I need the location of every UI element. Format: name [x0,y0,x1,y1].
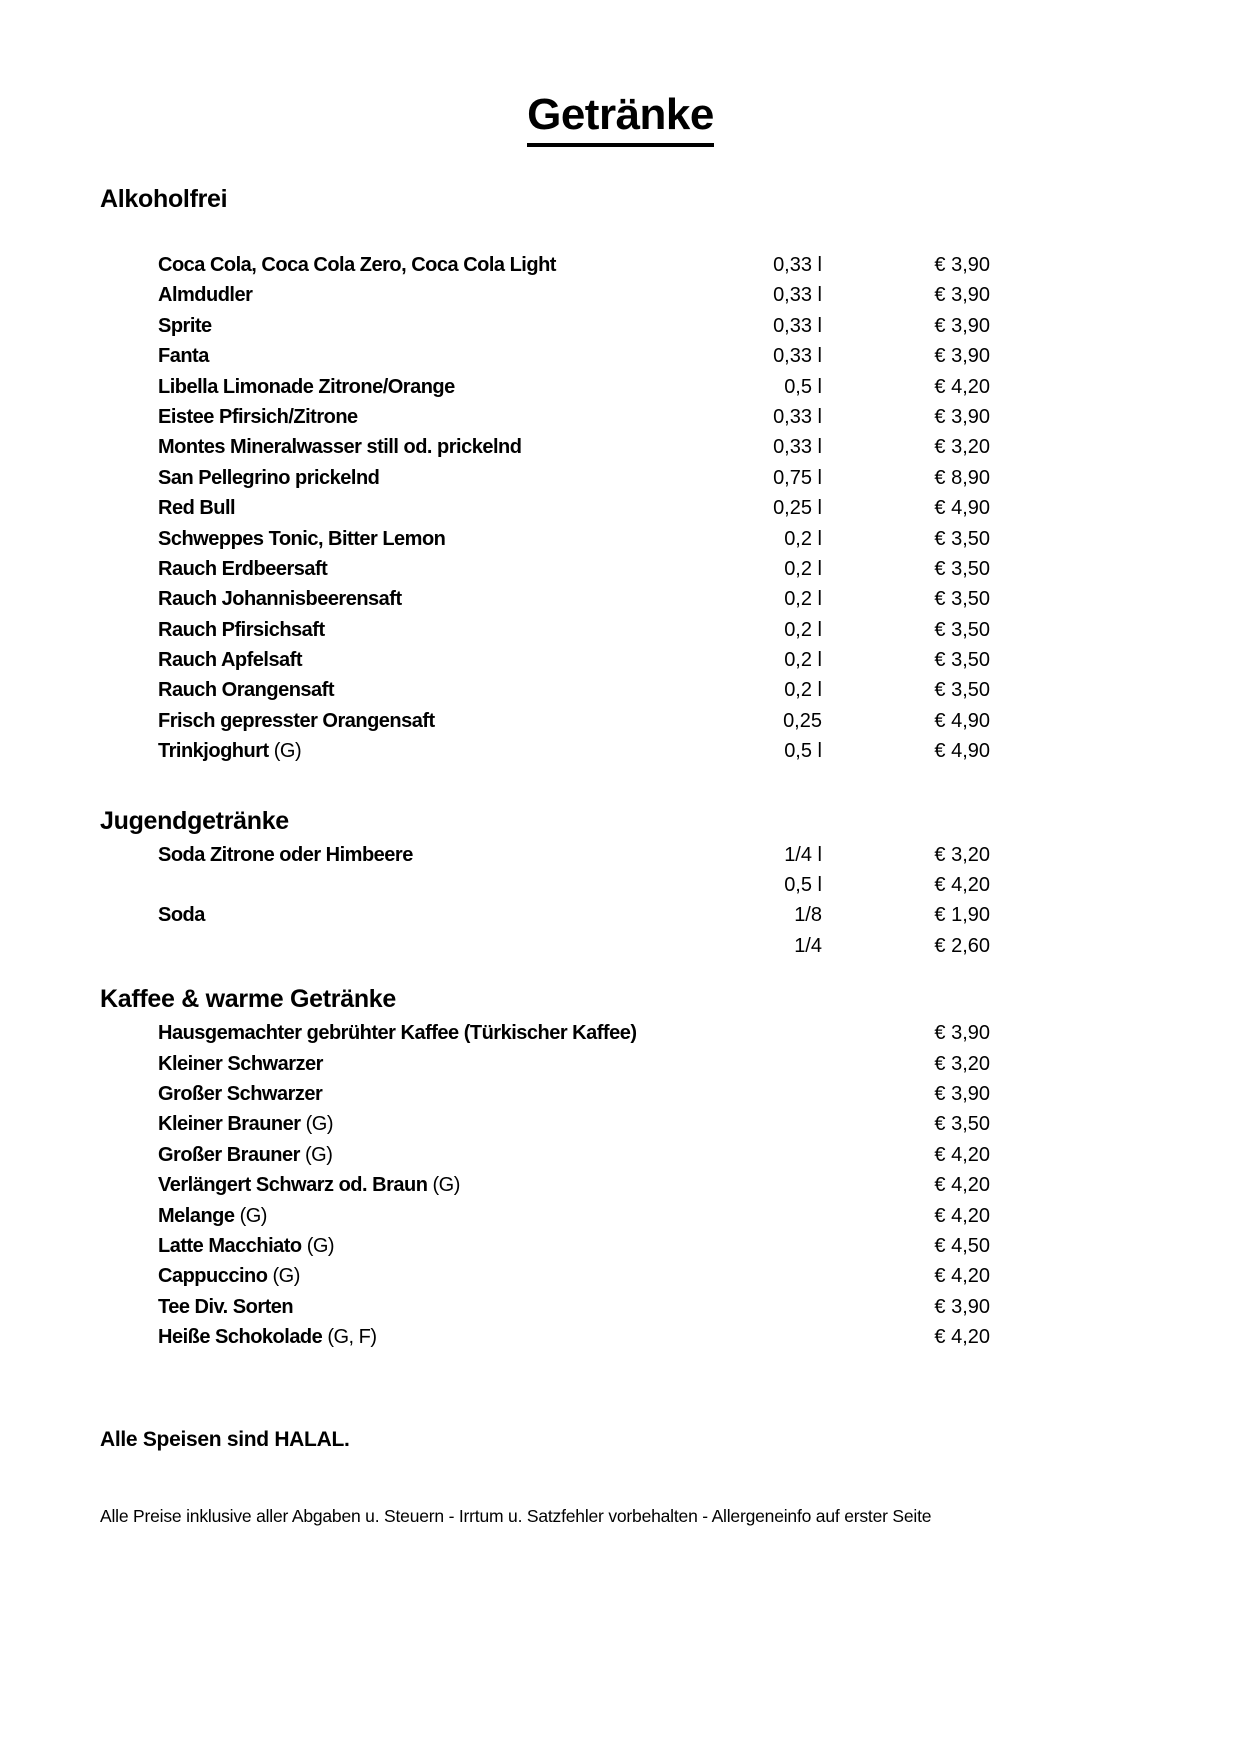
item-list [100,1022,990,1356]
menu-item-row [158,376,990,406]
item-size: 0,2 l [784,557,822,580]
item-name-text: Coca Cola, Coca Cola Zero, Coca Cola Light [158,254,556,276]
item-price: € 4,20 [934,874,990,897]
item-size: 0,2 l [784,618,822,641]
item-price: € 3,90 [934,405,990,428]
item-price: € 4,20 [934,1204,990,1227]
item-price: € 3,50 [934,527,990,550]
item-name-text: Almdudler [158,284,253,307]
item-name-text: Fanta [158,345,209,368]
item-price: € 3,50 [934,557,990,580]
item-list [100,844,990,966]
item-allergen-code: (G, F) [322,1326,377,1349]
item-size: 1/4 l [784,843,822,866]
item-price: € 3,90 [934,284,990,307]
menu-item-row [158,1113,990,1143]
item-name-text: Libella Limonade Zitrone/Orange [158,375,455,398]
menu-item-row [158,874,990,904]
item-name-text: Montes Mineralwasser still od. prickelnd [158,436,522,459]
item-name [158,1022,707,1045]
menu-item-row [158,740,990,770]
item-price: € 3,90 [934,314,990,337]
item-price: € 3,90 [934,1295,990,1318]
item-price: € 3,90 [934,345,990,368]
menu-item-row [158,844,990,874]
item-allergen-code: (G) [267,1265,300,1288]
item-price: € 3,50 [934,679,990,702]
menu-item-row [158,345,990,375]
item-name-text: Rauch Erdbeersaft [158,557,328,580]
item-name [158,649,707,672]
item-name [158,904,707,927]
menu-item-row [158,649,990,679]
item-name [158,1265,707,1288]
menu-item-row [158,467,990,497]
menu-item-row [158,588,990,618]
section-heading: Alkoholfrei [100,185,228,213]
menu-item-row [158,497,990,527]
item-name-text: Melange [158,1204,235,1227]
item-name [158,1113,707,1136]
item-name-text: Rauch Apfelsaft [158,649,303,672]
item-price: € 4,90 [934,709,990,732]
item-name-text: San Pellegrino prickelnd [158,466,380,489]
item-name-text: Soda [158,904,205,927]
menu-item-row [158,904,990,934]
page-title-text: Getränke [527,90,714,147]
item-list [100,254,990,771]
item-name-text: Rauch Pfirsichsaft [158,618,325,641]
item-name [158,315,707,338]
item-size: 0,75 l [773,466,822,489]
item-name-text: Verlängert Schwarz od. Braun [158,1174,428,1197]
item-size: 1/4 [794,934,822,957]
item-price: € 4,20 [934,1265,990,1288]
item-price: € 3,90 [934,254,990,276]
item-name [158,844,707,867]
item-name-text: Red Bull [158,497,236,520]
menu-item-row [158,254,990,284]
menu-item-row [158,1235,990,1265]
item-size: 0,33 l [773,405,822,428]
menu-item-row [158,619,990,649]
section-heading: Kaffee & warme Getränke [100,985,397,1014]
item-name [158,1053,707,1076]
menu-item-row [158,1326,990,1356]
item-name-text: Soda Zitrone oder Himbeere [158,843,413,866]
item-size: 0,33 l [773,436,822,459]
item-name-text: Frisch gepresster Orangensaft [158,709,435,732]
item-price: € 4,20 [934,1174,990,1197]
item-name [158,406,707,429]
item-size: 0,5 l [784,874,822,897]
item-size: 0,2 l [784,649,822,672]
item-price: € 2,60 [934,934,990,957]
section-heading: Jugendgetränke [100,806,289,835]
item-price: € 3,20 [934,1052,990,1075]
item-name [158,1326,707,1349]
item-price: € 4,90 [934,740,990,763]
item-price: € 3,20 [934,436,990,459]
item-allergen-code: (G) [268,740,302,763]
item-allergen-code: (G) [300,1113,333,1136]
item-size: 0,33 l [773,345,822,368]
item-name-text: Schweppes Tonic, Bitter Lemon [158,527,446,550]
item-price: € 3,20 [934,843,990,866]
item-name-text: Rauch Orangensaft [158,679,334,702]
item-price: € 4,20 [934,1143,990,1166]
item-size: 0,25 [783,709,822,732]
item-name-text: Großer Schwarzer [158,1082,323,1105]
item-allergen-code: (G) [299,1143,333,1166]
menu-item-row [158,528,990,558]
menu-item-row [158,1205,990,1235]
menu-item-row [158,406,990,436]
menu-content [100,185,990,1357]
item-name [158,710,707,733]
item-price: € 3,50 [934,618,990,641]
item-name-text: Latte Macchiato [158,1234,302,1257]
item-name [158,1235,707,1258]
menu-item-row [158,1053,990,1083]
item-name [158,740,707,763]
menu-section [100,185,990,771]
item-size: 1/8 [794,904,822,927]
item-size: 0,5 l [784,375,822,398]
price-disclaimer: Alle Preise inklusive aller Abgaben u. Steuern - Irrtum u. Satzfehler vorbehalten - Allergeneinfo auf erster Seite [100,1506,932,1526]
item-name [158,376,707,399]
item-size: 0,2 l [784,588,822,611]
item-allergen-code: (G) [427,1174,460,1197]
item-name-text: Rauch Johannisbeerensaft [158,588,402,611]
item-size: 0,2 l [784,527,822,550]
item-name-text: Großer Brauner [158,1143,300,1166]
item-name-text: Heiße Schokolade [158,1326,323,1349]
menu-item-row [158,710,990,740]
item-name [158,345,707,368]
item-price: € 4,50 [934,1234,990,1257]
menu-section [100,985,990,1356]
menu-item-row [158,558,990,588]
item-price: € 3,50 [934,1113,990,1136]
item-name [158,619,707,642]
item-size: 0,25 l [773,497,822,520]
item-name-text: Kleiner Brauner [158,1113,301,1136]
item-size: 0,33 l [773,254,822,276]
item-name-text: Sprite [158,314,212,337]
item-price: € 3,50 [934,649,990,672]
item-price: € 3,90 [934,1082,990,1105]
halal-note: Alle Speisen sind HALAL. [100,1428,350,1451]
item-price: € 4,20 [934,1326,990,1349]
item-price: € 4,90 [934,497,990,520]
item-name [158,284,707,307]
menu-item-row [158,1083,990,1113]
menu-item-row [158,284,990,314]
item-name [158,497,707,520]
item-name [158,1205,707,1228]
item-name-text: Trinkjoghurt [158,740,269,763]
item-name [158,1144,707,1167]
item-price: € 3,90 [934,1022,990,1045]
item-name [158,528,707,551]
item-price: € 1,90 [934,904,990,927]
item-size: 0,5 l [784,740,822,763]
item-name-text: Kleiner Schwarzer [158,1052,323,1075]
item-name [158,254,707,277]
menu-item-row [158,935,990,965]
menu-sections [100,185,990,1357]
item-size: 0,2 l [784,679,822,702]
item-allergen-code: (G) [301,1234,335,1257]
menu-section [100,807,990,966]
menu-item-row [158,436,990,466]
item-name [158,436,707,459]
item-name [158,1083,707,1106]
item-price: € 4,20 [934,375,990,398]
item-name [158,1174,707,1197]
item-name-text: Eistee Pfirsich/Zitrone [158,405,358,428]
menu-item-row [158,315,990,345]
item-size: 0,33 l [773,314,822,337]
item-price: € 3,50 [934,588,990,611]
item-size: 0,33 l [773,284,822,307]
menu-item-row [158,1296,990,1326]
item-name [158,558,707,581]
item-name [158,467,707,490]
item-name [158,1296,707,1319]
item-name [158,588,707,611]
menu-item-row [158,1144,990,1174]
item-name-text: Hausgemachter gebrühter Kaffee (Türkischer Kaffee) [158,1022,637,1045]
menu-item-row [158,1265,990,1295]
item-name-text: Tee Div. Sorten [158,1295,294,1318]
item-allergen-code: (G) [234,1204,267,1227]
menu-item-row [158,679,990,709]
item-name-text: Cappuccino [158,1265,268,1288]
item-name [158,679,707,702]
page-title [0,0,1241,147]
menu-item-row [158,1174,990,1204]
menu-item-row [158,1022,990,1052]
item-price: € 8,90 [934,466,990,489]
